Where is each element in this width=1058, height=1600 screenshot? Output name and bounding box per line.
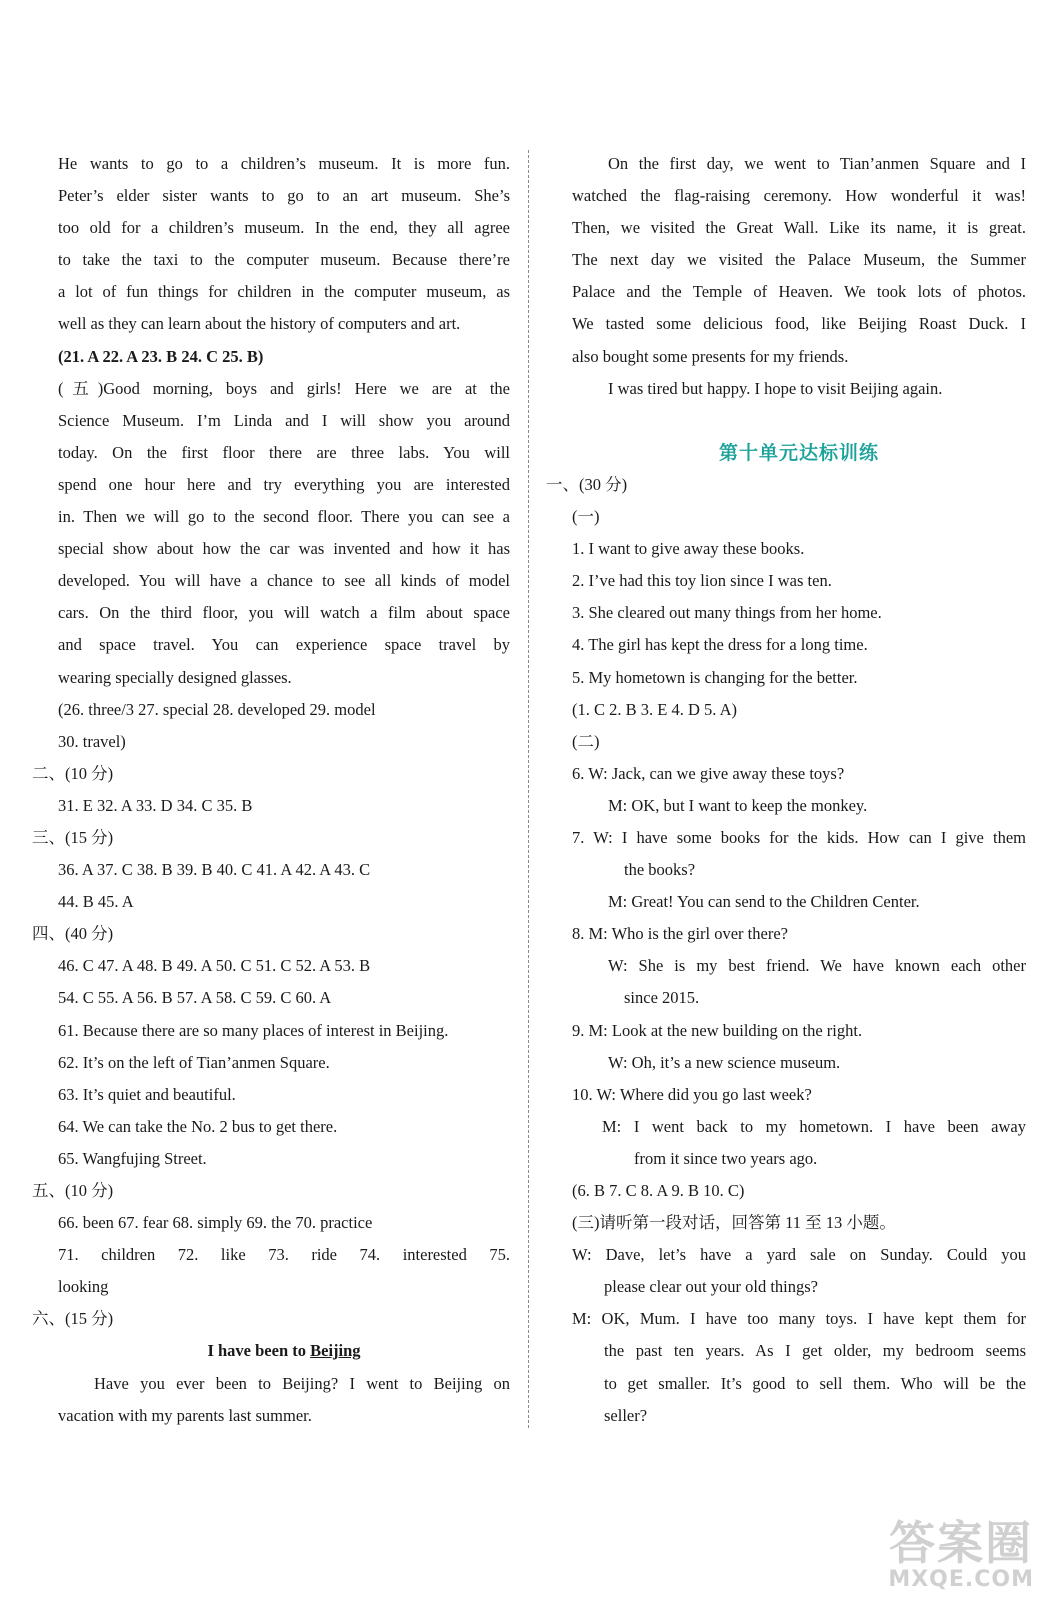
- essay-cont-line: Palace and the Temple of Heaven. We took lots of photos.: [572, 282, 1026, 302]
- dialogue-line: to get smaller. It’s good to sell them. Who will be the: [604, 1373, 1026, 1393]
- essay-title: [58, 1335, 510, 1367]
- section-3-answers: 44. B 45. A: [58, 892, 134, 912]
- dialogue-line: W: She is my best friend. We have known each other: [608, 956, 1026, 976]
- passage4-line: too old for a children’s museum. In the end, they all agree: [58, 218, 510, 238]
- answers-21-25: (21. A 22. A 23. B 24. C 25. B): [58, 346, 264, 366]
- watermark-url: MXQE.COM: [888, 1567, 1034, 1592]
- passage4-line: a lot of fun things for children in the computer museum, as: [58, 282, 510, 302]
- essay-line: vacation with my parents last summer.: [58, 1405, 312, 1425]
- section-5-answers: 66. been 67. fear 68. simply 69. the 70. practice: [58, 1213, 373, 1233]
- section-1-header: 一、(30 分): [546, 474, 628, 494]
- section-3-header: 三、(15 分): [32, 827, 114, 847]
- section-5-answers: looking: [58, 1277, 109, 1297]
- answer-61: 61. Because there are so many places of interest in Beijing.: [58, 1020, 449, 1040]
- passage5-line: today. On the first floor there are three labs. You will: [58, 442, 510, 462]
- essay-line: Have you ever been to Beijing? I went to Beijing on: [94, 1373, 510, 1393]
- dialogue-line: M: OK, Mum. I have too many toys. I have kept them for: [572, 1309, 1026, 1329]
- passage5-line: wearing specially designed glasses.: [58, 667, 292, 687]
- left-column: [32, 148, 510, 1432]
- dialogue-line: 8. M: Who is the girl over there?: [572, 924, 788, 944]
- dialogue-line: 7. W: I have some books for the kids. How can I give them: [572, 827, 1026, 847]
- passage5-line: developed. You will have a chance to see all kinds of model: [58, 571, 510, 591]
- part-2-answers: (6. B 7. C 8. A 9. B 10. C): [572, 1181, 745, 1200]
- passage5-line: cars. On the third floor, you will watch a film about space: [58, 603, 510, 623]
- essay-title-text: I have been to: [207, 1341, 311, 1361]
- dialogue-line: the past ten years. As I get older, my bedroom seems: [604, 1341, 1026, 1361]
- dialogue-line: W: Oh, it’s a new science museum.: [608, 1052, 841, 1072]
- section-5-header: 五、(10 分): [32, 1181, 114, 1200]
- dialogue-line: since 2015.: [624, 988, 700, 1008]
- watermark: [888, 1507, 1034, 1592]
- listening-item: 1. I want to give away these books.: [572, 539, 805, 559]
- dialogue-line: 9. M: Look at the new building on the right.: [572, 1020, 863, 1040]
- section-2-answers: 31. E 32. A 33. D 34. C 35. B: [58, 795, 253, 815]
- listening-item: 4. The girl has kept the dress for a long time.: [572, 635, 868, 655]
- essay-cont-line: watched the flag-raising ceremony. How wonderful it was!: [572, 186, 1026, 206]
- essay-cont-line: On the first day, we went to Tian’anmen Square and I: [608, 154, 1026, 173]
- passage5-line: special show about how the car was invented and how it has: [58, 539, 510, 559]
- essay-cont-line: also bought some presents for my friends.: [572, 346, 849, 366]
- listening-item: 3. She cleared out many things from her home.: [572, 603, 882, 623]
- section-4-answers: 54. C 55. A 56. B 57. A 58. C 59. C 60. A: [58, 988, 332, 1008]
- passage4-line: Peter’s elder sister wants to go to an art museum. She’s: [58, 186, 510, 206]
- section-5-answers: 71. children 72. like 73. ride 74. interested 75.: [58, 1245, 510, 1265]
- spacer: [572, 405, 1026, 437]
- dialogue-line: W: Dave, let’s have a yard sale on Sunday. Could you: [572, 1245, 1026, 1265]
- passage5-line: spend one hour here and try everything you are interested: [58, 474, 510, 494]
- passage5-line: and space travel. You can experience space travel by: [58, 635, 510, 655]
- answer-65: 65. Wangfujing Street.: [58, 1148, 207, 1168]
- answers-26-29: (26. three/3 27. special 28. developed 29. model: [58, 699, 376, 719]
- answers-30: 30. travel): [58, 731, 126, 751]
- listening-item: 5. My hometown is changing for the better.: [572, 667, 858, 687]
- essay-cont-line: Then, we visited the Great Wall. Like its name, it is great.: [572, 218, 1026, 238]
- unit-title: 第十单元达标训练: [718, 441, 879, 464]
- column-divider: [528, 150, 529, 1428]
- watermark-logo: 答案圈: [889, 1516, 1034, 1570]
- essay-title-place: Beijing: [310, 1341, 361, 1361]
- dialogue-line: seller?: [604, 1405, 648, 1425]
- part-3-label: (三)请听第一段对话，回答第 11 至 13 小题。: [572, 1213, 896, 1233]
- dialogue-line: M: Great! You can send to the Children Center.: [608, 892, 920, 912]
- passage4-line: well as they can learn about the history of computers and art.: [58, 314, 461, 334]
- dialogue-line: 10. W: Where did you go last week?: [572, 1084, 812, 1104]
- dialogue-line: M: I went back to my hometown. I have been away: [602, 1116, 1026, 1136]
- essay-cont-line: I was tired but happy. I hope to visit Beijing again.: [608, 378, 943, 398]
- passage5-line: (五)Good morning, boys and girls! Here we are at the: [58, 378, 510, 398]
- listening-item: 2. I’ve had this toy lion since I was ten.: [572, 571, 832, 591]
- dialogue-line: from it since two years ago.: [634, 1148, 818, 1168]
- dialogue-line: please clear out your old things?: [604, 1277, 818, 1297]
- answer-63: 63. It’s quiet and beautiful.: [58, 1084, 236, 1104]
- passage5-line: in. Then we will go to the second floor. There you can see a: [58, 507, 510, 527]
- dialogue-line: the books?: [624, 860, 696, 880]
- section-3-answers: 36. A 37. C 38. B 39. B 40. C 41. A 42. A 43. C: [58, 860, 371, 880]
- right-column: [546, 148, 1026, 1432]
- passage4-line: to take the taxi to the computer museum. Because there’re: [58, 250, 510, 270]
- dialogue-line: M: OK, but I want to keep the monkey.: [608, 795, 868, 815]
- section-4-answers: 46. C 47. A 48. B 49. A 50. C 51. C 52. A 53. B: [58, 956, 371, 976]
- essay-cont-line: The next day we visited the Palace Museum, the Summer: [572, 250, 1026, 270]
- answer-64: 64. We can take the No. 2 bus to get there.: [58, 1116, 338, 1136]
- dialogue-line: 6. W: Jack, can we give away these toys?: [572, 763, 845, 783]
- part-1-label: (一): [572, 507, 600, 527]
- section-6-header: 六、(15 分): [32, 1309, 114, 1329]
- essay-cont-line: We tasted some delicious food, like Beijing Roast Duck. I: [572, 314, 1026, 334]
- passage5-line: Science Museum. I’m Linda and I will show you around: [58, 410, 510, 430]
- section-4-header: 四、(40 分): [32, 924, 114, 944]
- passage4-line: He wants to go to a children’s museum. It is more fun.: [58, 154, 510, 173]
- section-2-header: 二、(10 分): [32, 763, 114, 783]
- part-1-answers: (1. C 2. B 3. E 4. D 5. A): [572, 699, 737, 719]
- part-2-label: (二): [572, 731, 600, 751]
- answer-62: 62. It’s on the left of Tian’anmen Square.: [58, 1052, 330, 1072]
